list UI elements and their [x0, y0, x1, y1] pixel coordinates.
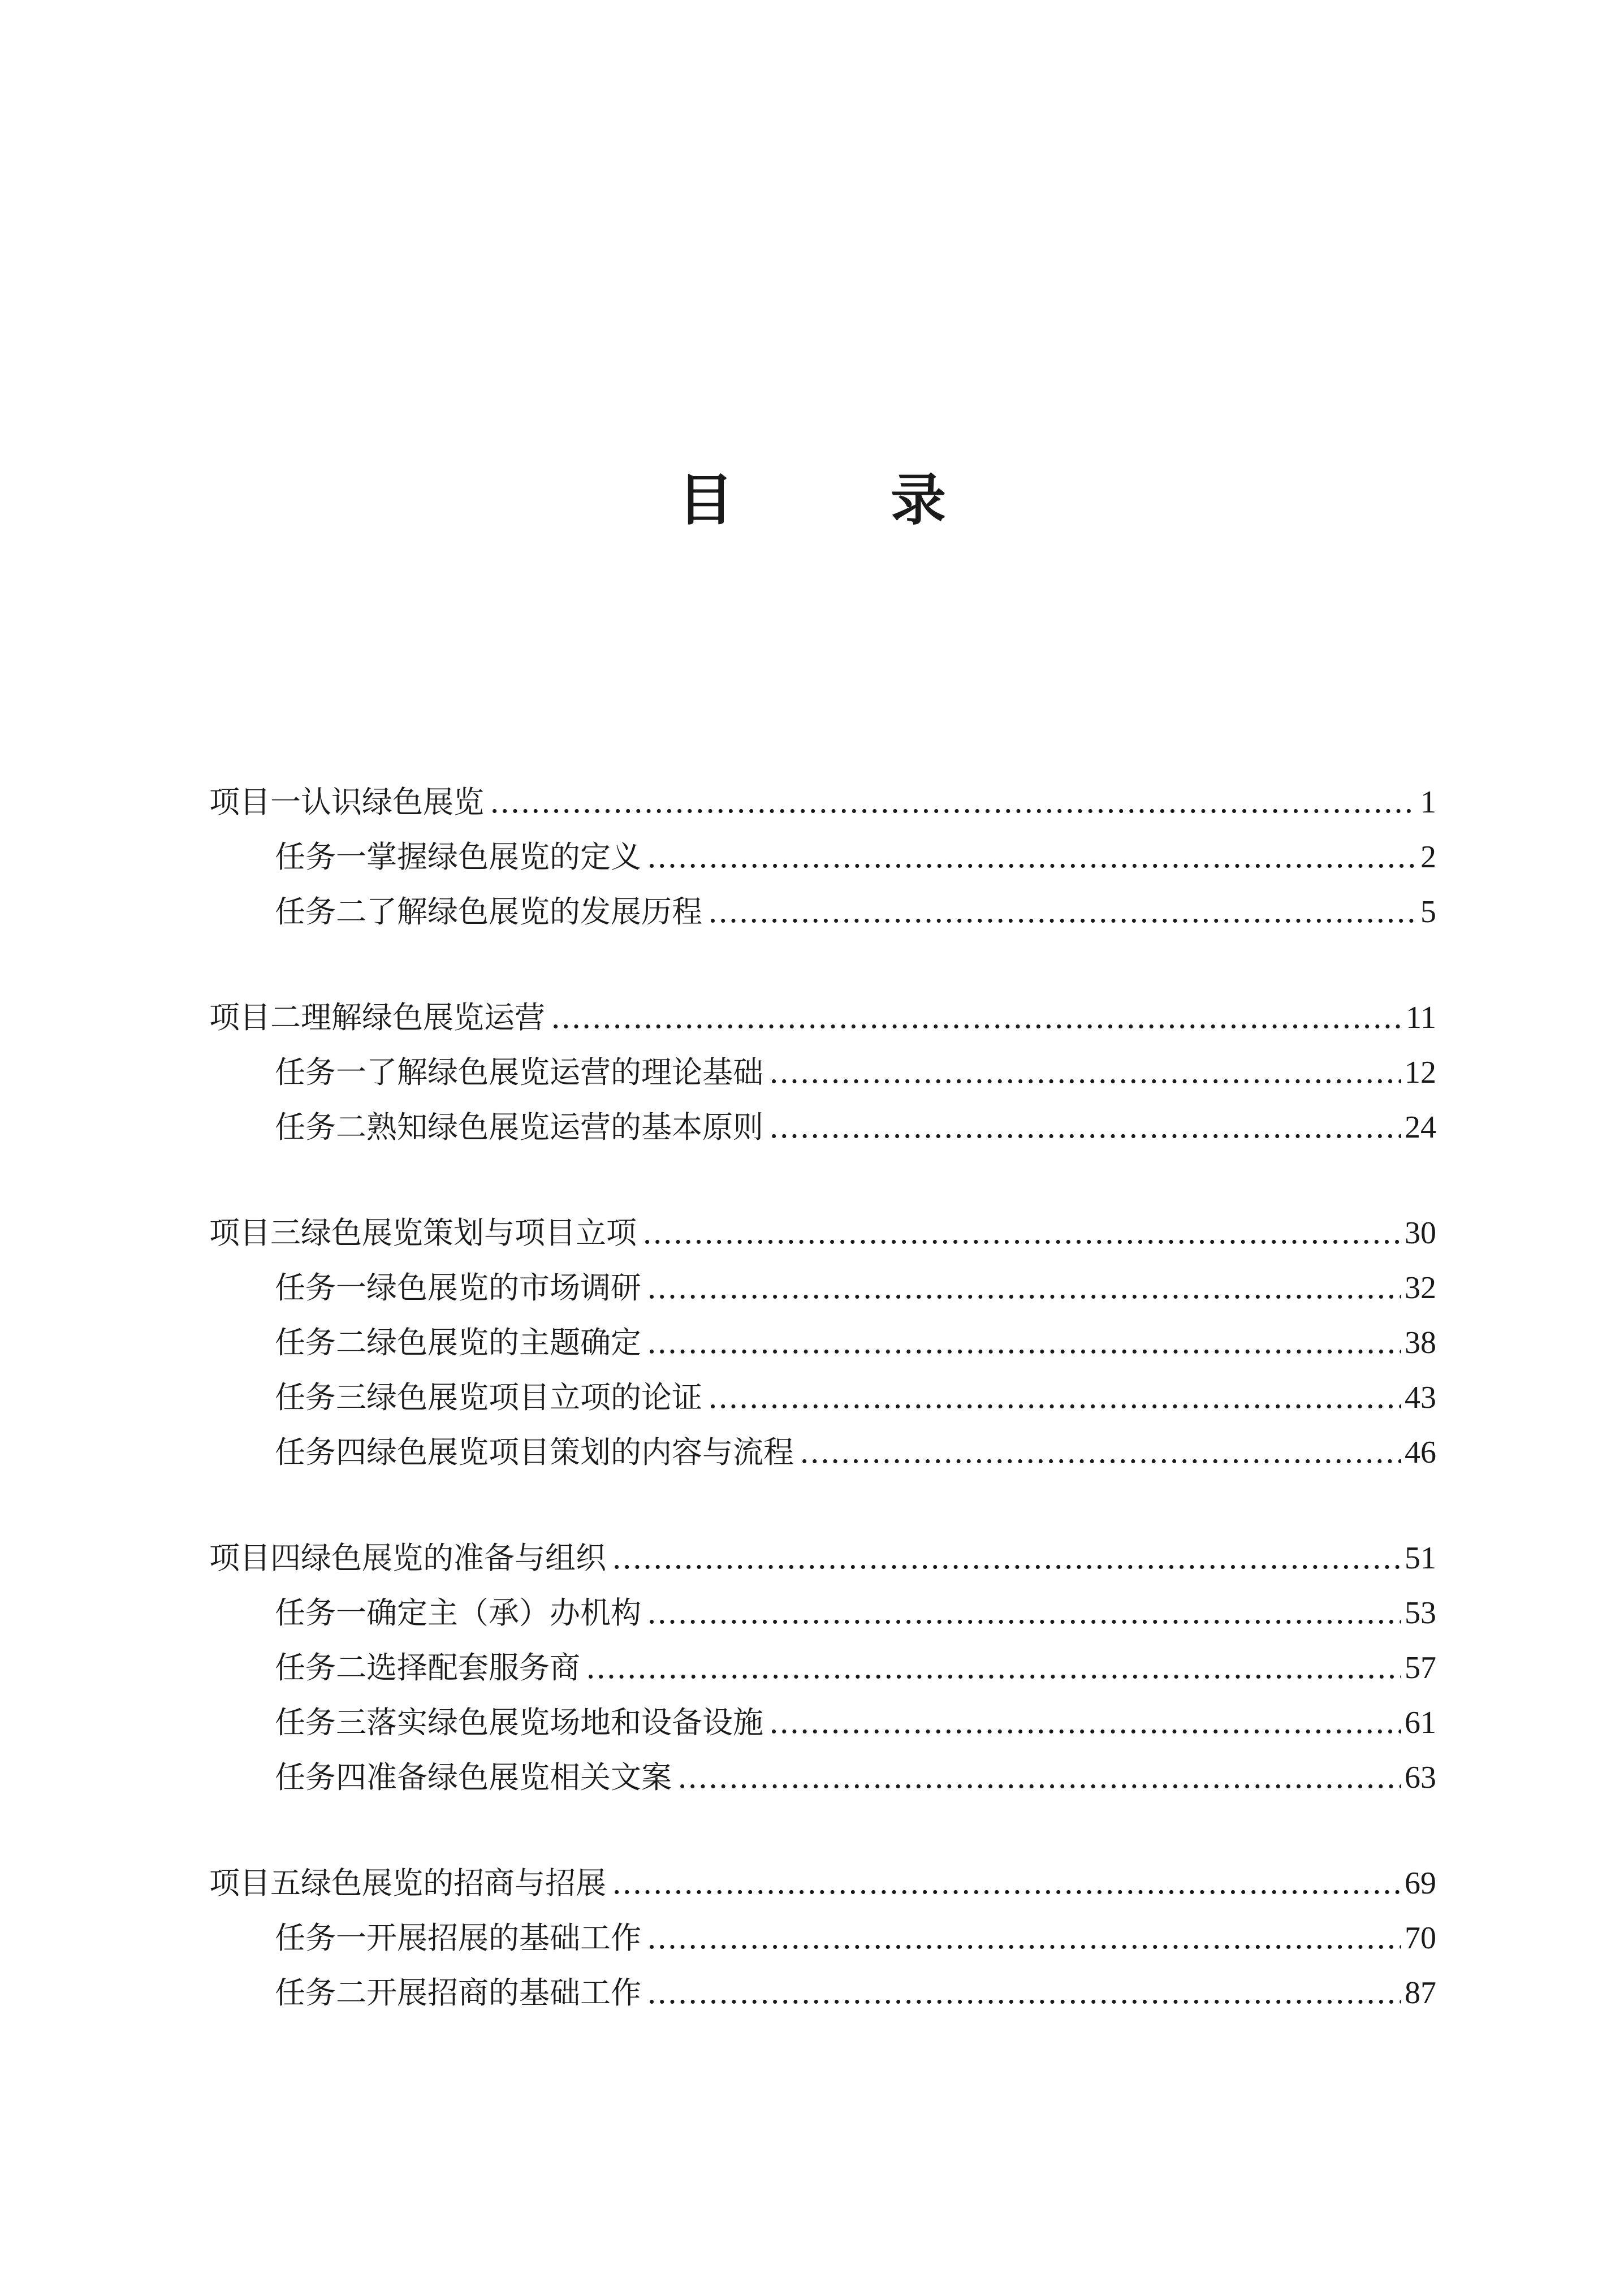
page-number: 24 [1405, 1110, 1436, 1145]
project-title: 绿色展览策划与项目立项 [301, 1215, 637, 1251]
toc-entry-task[interactable] [209, 829, 1436, 884]
task-title: 准备绿色展览相关文案 [366, 1759, 672, 1795]
task-title: 落实绿色展览场地和设备设施 [366, 1705, 763, 1740]
toc-project-4 [209, 1531, 1436, 1805]
toc-entry-task[interactable] [209, 1425, 1436, 1480]
dot-leader [708, 884, 1417, 939]
page-number: 43 [1405, 1380, 1436, 1415]
page-number: 2 [1420, 840, 1436, 875]
dot-leader [769, 1695, 1401, 1750]
toc-project-3 [209, 1205, 1436, 1480]
toc-entry-task[interactable] [209, 1695, 1436, 1750]
dot-leader [647, 1260, 1401, 1315]
dot-leader [647, 1585, 1401, 1640]
page-number: 63 [1405, 1760, 1436, 1795]
task-number: 任务二 [275, 1975, 366, 2011]
page-number: 5 [1420, 894, 1436, 930]
dot-leader [647, 1910, 1401, 1965]
toc-entry-task[interactable] [209, 884, 1436, 939]
page-number: 87 [1405, 1975, 1436, 2011]
task-number: 任务二 [275, 1650, 366, 1685]
toc-entry-project[interactable] [209, 1531, 1436, 1585]
task-title: 选择配套服务商 [366, 1650, 580, 1685]
dot-leader [647, 829, 1417, 884]
task-number: 任务三 [275, 1705, 366, 1740]
project-number: 项目四 [209, 1540, 301, 1576]
dot-leader [769, 1100, 1401, 1155]
toc-entry-task[interactable] [209, 1910, 1436, 1965]
page-number: 11 [1406, 1000, 1436, 1035]
toc-entry-task[interactable] [209, 1045, 1436, 1100]
page-number: 30 [1405, 1216, 1436, 1251]
task-number: 任务一 [275, 1270, 366, 1305]
toc-entry-project[interactable] [209, 1205, 1436, 1260]
dot-leader [612, 1856, 1401, 1910]
task-title: 绿色展览的市场调研 [366, 1270, 641, 1305]
task-title: 掌握绿色展览的定义 [366, 839, 641, 875]
dot-leader [800, 1425, 1401, 1480]
page-number: 12 [1405, 1055, 1436, 1090]
dot-leader [612, 1531, 1401, 1585]
toc-entry-task[interactable] [209, 1370, 1436, 1425]
toc-entry-task[interactable] [209, 1640, 1436, 1695]
page-number: 57 [1405, 1650, 1436, 1685]
task-number: 任务二 [275, 894, 366, 930]
task-title: 确定主（承）办机构 [366, 1595, 641, 1631]
dot-leader [708, 1370, 1401, 1425]
toc-project-5 [209, 1856, 1436, 2020]
page-number: 69 [1405, 1866, 1436, 1901]
project-number: 项目三 [209, 1215, 301, 1251]
dot-leader [551, 990, 1402, 1045]
toc-project-1 [209, 775, 1436, 939]
dot-leader [647, 1315, 1401, 1370]
toc-entry-project[interactable] [209, 990, 1436, 1045]
page-title: 目 录 [677, 468, 997, 533]
task-title: 开展招商的基础工作 [366, 1975, 641, 2011]
task-title: 开展招展的基础工作 [366, 1920, 641, 1956]
page-number: 53 [1405, 1596, 1436, 1631]
toc-entry-task[interactable] [209, 1750, 1436, 1805]
page-number: 70 [1405, 1921, 1436, 1956]
page-number: 38 [1405, 1325, 1436, 1360]
task-title: 绿色展览项目立项的论证 [366, 1380, 702, 1415]
project-title: 理解绿色展览运营 [301, 1000, 545, 1035]
page-number: 61 [1405, 1705, 1436, 1740]
toc-entry-task[interactable] [209, 1260, 1436, 1315]
project-title: 绿色展览的招商与招展 [301, 1865, 606, 1901]
toc-project-2 [209, 990, 1436, 1155]
project-title: 认识绿色展览 [301, 784, 484, 820]
dot-leader [769, 1045, 1401, 1100]
task-number: 任务一 [275, 1054, 366, 1090]
project-title: 绿色展览的准备与组织 [301, 1540, 606, 1576]
task-title: 了解绿色展览运营的理论基础 [366, 1054, 763, 1090]
task-title: 绿色展览的主题确定 [366, 1325, 641, 1360]
page-number: 1 [1420, 785, 1436, 820]
task-number: 任务四 [275, 1434, 366, 1470]
dot-leader [586, 1640, 1401, 1695]
task-title: 熟知绿色展览运营的基本原则 [366, 1109, 763, 1145]
toc-entry-task[interactable] [209, 1585, 1436, 1640]
dot-leader [642, 1205, 1401, 1260]
toc-entry-project[interactable] [209, 775, 1436, 829]
task-title: 绿色展览项目策划的内容与流程 [366, 1434, 794, 1470]
task-number: 任务一 [275, 1595, 366, 1631]
toc-entry-task[interactable] [209, 1965, 1436, 2020]
page-number: 46 [1405, 1435, 1436, 1470]
task-title: 了解绿色展览的发展历程 [366, 894, 702, 930]
project-number: 项目一 [209, 784, 301, 820]
task-number: 任务四 [275, 1759, 366, 1795]
table-of-contents [209, 775, 1436, 2071]
dot-leader [490, 775, 1417, 829]
project-number: 项目二 [209, 1000, 301, 1035]
dot-leader [647, 1965, 1401, 2020]
page-number: 32 [1405, 1270, 1436, 1305]
toc-entry-task[interactable] [209, 1315, 1436, 1370]
toc-entry-task[interactable] [209, 1100, 1436, 1155]
task-number: 任务三 [275, 1380, 366, 1415]
task-number: 任务二 [275, 1109, 366, 1145]
task-number: 任务一 [275, 839, 366, 875]
task-number: 任务一 [275, 1920, 366, 1956]
project-number: 项目五 [209, 1865, 301, 1901]
task-number: 任务二 [275, 1325, 366, 1360]
dot-leader [677, 1750, 1401, 1805]
page-number: 51 [1405, 1541, 1436, 1576]
toc-entry-project[interactable] [209, 1856, 1436, 1910]
